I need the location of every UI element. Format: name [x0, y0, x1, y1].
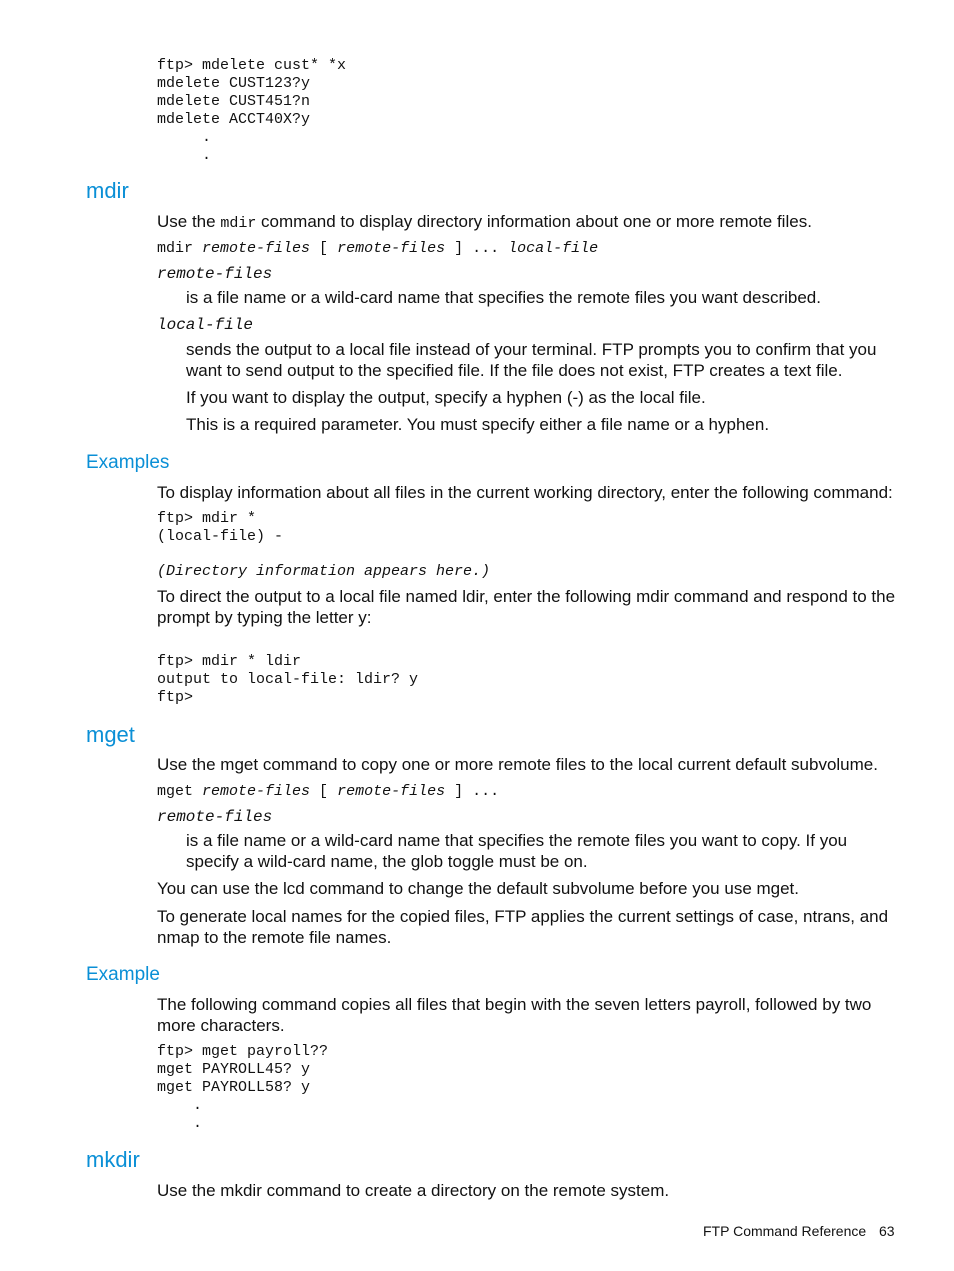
term-local-file-hyphen-note: If you want to display the output, specify a hyphen (-) as the local file. [186, 388, 706, 407]
code-block-mdir-example: ftp> mdir * (local-file) - [157, 510, 284, 545]
term-local-file: local-file [157, 316, 254, 334]
mget-paragraph-lcd: You can use the lcd command to change the default subvolume before you use mget. [157, 879, 800, 898]
syntax-arg: remote-files [337, 240, 446, 257]
footer-section-title: FTP Command Reference [703, 1223, 867, 1239]
footer-page-number: 63 [879, 1223, 895, 1239]
term-remote-files: remote-files [157, 265, 273, 283]
syntax-arg: remote-files [202, 240, 311, 257]
syntax-punct: [ [310, 240, 338, 257]
code-block-directory-note: (Directory information appears here.) [157, 563, 491, 580]
mkdir-intro: Use the mkdir command to create a directory on the remote system. [157, 1181, 670, 1200]
example-paragraph: The following command copies all files that begin with the seven letters payroll, followed by two more characters. [157, 995, 872, 1035]
syntax-cmd: mdir [157, 240, 203, 257]
syntax-cmd: mget [157, 783, 203, 800]
examples-paragraph-1: To display information about all files in the current working directory, enter the following command: [157, 483, 893, 502]
section-heading-mget: mget [86, 722, 135, 747]
term-remote-files-mget-description: is a file name or a wild-card name that specifies the remote files you want to copy. If you specify a wild-card name, the glob toggle must be on. [186, 831, 848, 871]
syntax-arg: remote-files [202, 783, 311, 800]
examples-paragraph-2: To direct the output to a local file named ldir, enter the following mdir command and respond to the prompt by typing the letter y: [157, 587, 896, 627]
syntax-punct: ] ... [445, 783, 500, 800]
mget-syntax [157, 783, 499, 801]
code-block-mdir-ldir-example: ftp> mdir * ldir output to local-file: ldir? y ftp> [157, 653, 419, 706]
syntax-arg: remote-files [337, 783, 446, 800]
term-remote-files-mget: remote-files [157, 808, 273, 826]
subheading-example: Example [86, 964, 160, 985]
code-block-mdelete-example: ftp> mdelete cust* *x mdelete CUST123?y mdelete CUST451?n mdelete ACCT40X?y . . [157, 57, 347, 164]
mdir-intro-code: mdir [220, 215, 257, 232]
subheading-examples: Examples [86, 452, 170, 473]
mdir-syntax [157, 240, 598, 258]
mget-intro: Use the mget command to copy one or more remote files to the local current default subvolume. [157, 755, 878, 774]
section-heading-mkdir: mkdir [86, 1147, 140, 1172]
section-heading-mdir: mdir [86, 178, 129, 203]
term-local-file-required-note: This is a required parameter. You must specify either a file name or a hyphen. [186, 415, 770, 434]
term-local-file-description: sends the output to a local file instead of your terminal. FTP prompts you to confirm that you want to send output to the specified file. If the file does not exist, FTP creates a text file. [186, 340, 877, 380]
syntax-arg: local-file [508, 240, 599, 257]
mdir-intro-post: command to display directory information about one or more remote files. [256, 212, 812, 231]
mget-paragraph-local-names: To generate local names for the copied files, FTP applies the current settings of case, ntrans, and nmap to the remote file names. [157, 907, 889, 947]
mdir-intro [157, 211, 897, 234]
code-block-mget-example: ftp> mget payroll?? mget PAYROLL45? y mget PAYROLL58? y . . [157, 1043, 329, 1132]
syntax-punct: ] ... [445, 240, 509, 257]
term-remote-files-description: is a file name or a wild-card name that specifies the remote files you want described. [186, 288, 821, 307]
syntax-punct: [ [310, 783, 338, 800]
mdir-intro-pre: Use the [157, 212, 221, 231]
